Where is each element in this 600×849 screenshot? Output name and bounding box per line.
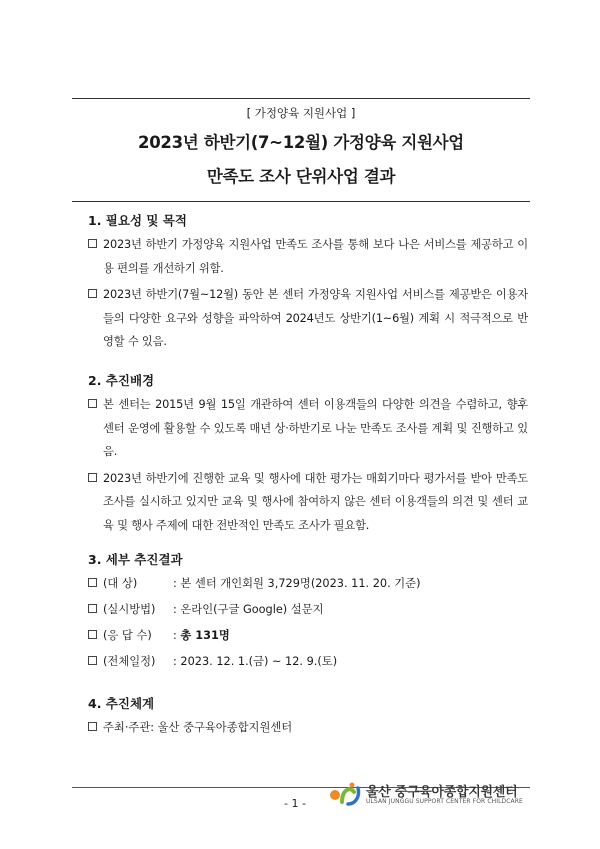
checkbox-bullet-icon bbox=[88, 604, 97, 613]
detail-label: (전체일정) bbox=[103, 655, 156, 668]
section-organization bbox=[88, 694, 528, 739]
program-tag: [ 가정양육 지원사업 ] bbox=[246, 106, 356, 120]
section-background bbox=[88, 371, 528, 537]
response-count: 총 131명 bbox=[180, 629, 230, 642]
checkbox-bullet-icon bbox=[88, 578, 97, 587]
page-number: - 1 - bbox=[284, 797, 306, 810]
section-heading: 4. 추진체계 bbox=[88, 696, 155, 711]
title-line-2: 만족도 조사 단위사업 결과 bbox=[206, 167, 396, 186]
detail-row bbox=[88, 624, 528, 647]
section-heading: 2. 추진배경 bbox=[88, 373, 155, 388]
list-item: 2023년 하반기에 진행한 교육 및 행사에 대한 평가는 매회기마다 평가서를 받아 만족도 조사를 실시하고 있지만 교육 및 행사에 참여하지 않은 센터 이용객들의 의견 및 센터 교육 및 행사 주제에 대한 전반적인 만족도 조사가 필요함. bbox=[88, 467, 528, 538]
checkbox-bullet-icon bbox=[88, 630, 97, 639]
title-line-1: 2023년 하반기(7~12월) 가정양육 지원사업 bbox=[138, 133, 464, 152]
section-heading: 3. 세부 추진결과 bbox=[88, 552, 183, 567]
detail-value: : 2023. 12. 1.(금) ~ 12. 9.(토) bbox=[173, 655, 338, 668]
detail-value: : 울산 중구육아종합지원센터 bbox=[150, 721, 293, 734]
checkbox-bullet-icon bbox=[88, 289, 97, 298]
center-english-name: ULSAN JUNGGU SUPPORT CENTER FOR CHILDCARE bbox=[366, 798, 523, 805]
list-item: 2023년 하반기 가정양육 지원사업 만족도 조사를 통해 보다 나은 서비스를 제공하고 이용 편의를 개선하기 위함. bbox=[88, 233, 528, 280]
section-purpose bbox=[88, 211, 528, 354]
document-header bbox=[72, 98, 530, 202]
checkbox-bullet-icon bbox=[88, 656, 97, 665]
checkbox-bullet-icon bbox=[88, 722, 97, 731]
detail-row bbox=[88, 598, 528, 621]
detail-label: (실시방법) bbox=[103, 603, 156, 616]
detail-row bbox=[88, 572, 528, 595]
detail-label: 주최·주관 bbox=[103, 721, 151, 734]
detail-value: : 온라인(구글 Google) 설문지 bbox=[173, 603, 324, 616]
section-results bbox=[88, 550, 528, 673]
detail-row bbox=[88, 716, 528, 739]
detail-value: : bbox=[173, 629, 181, 642]
list-item: 2023년 하반기(7월~12월) 동안 본 센터 가정양육 지원사업 서비스를 제공받은 이용자들의 다양한 요구와 성향을 파악하여 2024년도 상반기(1~6월) 계획 시 적극적으로 반영할 수 있음. bbox=[88, 283, 528, 354]
childcare-center-logo-icon bbox=[328, 780, 362, 808]
detail-label: (응 답 수) bbox=[103, 629, 152, 642]
center-logo bbox=[328, 780, 528, 810]
checkbox-bullet-icon bbox=[88, 399, 97, 408]
section-heading: 1. 필요성 및 목적 bbox=[88, 213, 187, 228]
center-name: 울산 중구육아종합지원센터 bbox=[366, 785, 518, 800]
detail-row bbox=[88, 650, 528, 673]
checkbox-bullet-icon bbox=[88, 239, 97, 248]
list-item: 본 센터는 2015년 9월 15일 개관하여 센터 이용객들의 다양한 의견을 수렴하고, 향후 센터 운영에 활용할 수 있도록 매년 상·하반기로 나눈 만족도 조사를 계획 및 진행하고 있음. bbox=[88, 393, 528, 464]
detail-label: (대 상) bbox=[103, 577, 138, 590]
detail-value: : 본 센터 개인회원 3,729명(2023. 11. 20. 기준) bbox=[173, 577, 421, 590]
checkbox-bullet-icon bbox=[88, 473, 97, 482]
